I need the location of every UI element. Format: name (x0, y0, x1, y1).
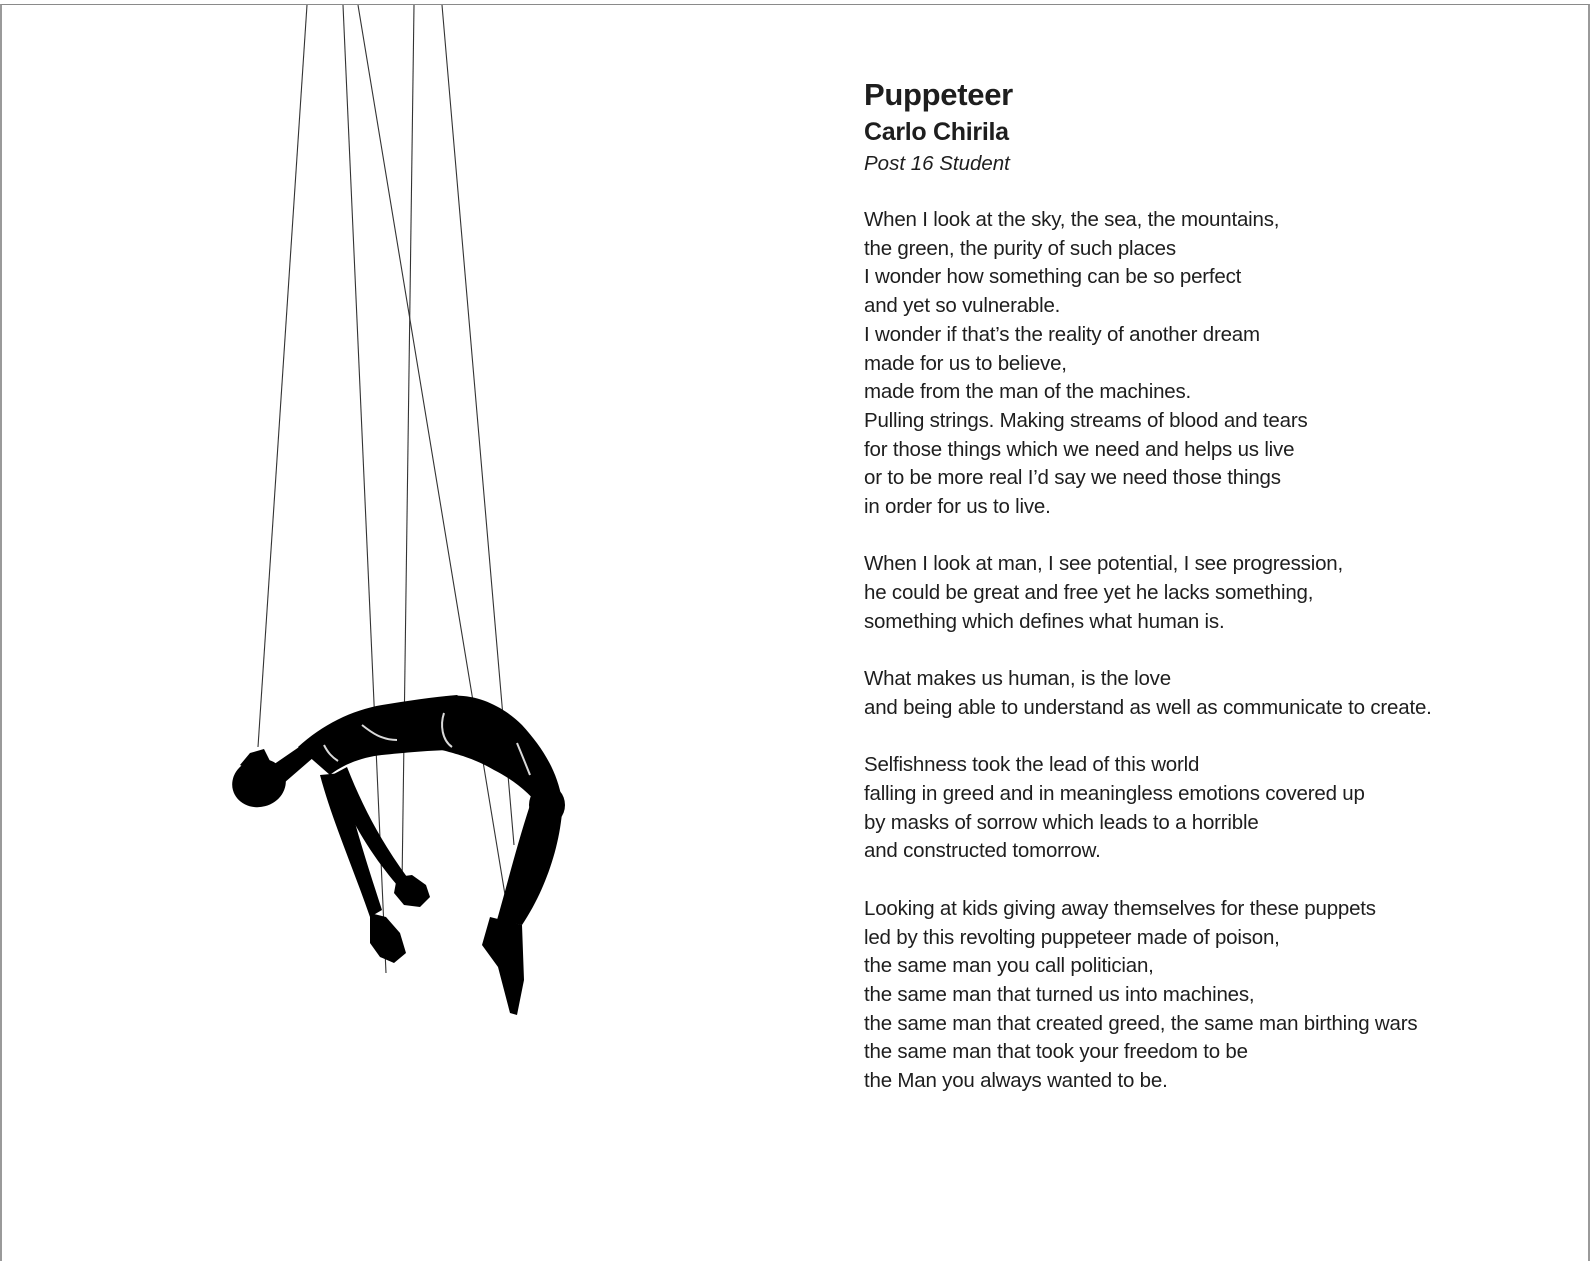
poem-line: I wonder how something can be so perfect (864, 265, 1242, 289)
poem-line: When I look at the sky, the sea, the mountains, (864, 208, 1280, 231)
poem-line: the Man you always wanted to be. (864, 1069, 1168, 1093)
poem-line: led by this revolting puppeteer made of poison, (864, 925, 1280, 949)
poem-line: the green, the purity of such places (864, 236, 1176, 260)
poem-line: he could be great and free yet he lacks something, (864, 581, 1314, 605)
poem-line: and yet so vulnerable. (864, 294, 1061, 318)
poem-line: something which defines what human is. (864, 609, 1225, 633)
poem-line: falling in greed and in meaningless emotions covered up (864, 782, 1365, 806)
poem-title: Puppeteer (864, 77, 1013, 112)
puppet-figure-icon (2, 5, 802, 1266)
marionette-illustration (2, 5, 802, 1266)
poem-line: the same man that took your freedom to be (864, 1040, 1248, 1064)
poem-line: the same man that turned us into machines, (864, 982, 1255, 1006)
poem-line: or to be more real I’d say we need those things (864, 466, 1281, 490)
puppet-strings (258, 5, 514, 973)
poem-line: When I look at man, I see potential, I see progression, (864, 552, 1343, 576)
stanza-1 (864, 206, 1564, 522)
author-role: Post 16 Student (864, 152, 1010, 175)
poem-line: for those things which we need and helps us live (864, 437, 1295, 461)
poem-line: made for us to believe, (864, 351, 1067, 375)
poem-line: in order for us to live. (864, 495, 1051, 519)
poem-author: Carlo Chirila (864, 118, 1009, 146)
stanza-2 (864, 550, 1564, 636)
poem-line: Looking at kids giving away themselves for these puppets (864, 896, 1376, 920)
poem-line: by masks of sorrow which leads to a horrible (864, 810, 1259, 834)
poem-line: Pulling strings. Making streams of blood and tears (864, 408, 1308, 432)
stanza-5 (864, 895, 1564, 1096)
stanza-3 (864, 665, 1564, 722)
poem-line: made from the man of the machines. (864, 380, 1192, 404)
poem-line: and being able to understand as well as communicate to create. (864, 695, 1432, 719)
poem-line: the same man that created greed, the same man birthing wars (864, 1011, 1418, 1035)
poem-line: and constructed tomorrow. (864, 839, 1101, 863)
poem-line: Selfishness took the lead of this world (864, 753, 1200, 777)
puppet-body (227, 695, 565, 1015)
poem (864, 75, 1564, 1124)
page (0, 4, 1590, 1261)
poem-line: What makes us human, is the love (864, 667, 1171, 691)
poem-line: I wonder if that’s the reality of another dream (864, 322, 1260, 346)
stanza-4 (864, 751, 1564, 866)
poem-line: the same man you call politician, (864, 954, 1154, 978)
